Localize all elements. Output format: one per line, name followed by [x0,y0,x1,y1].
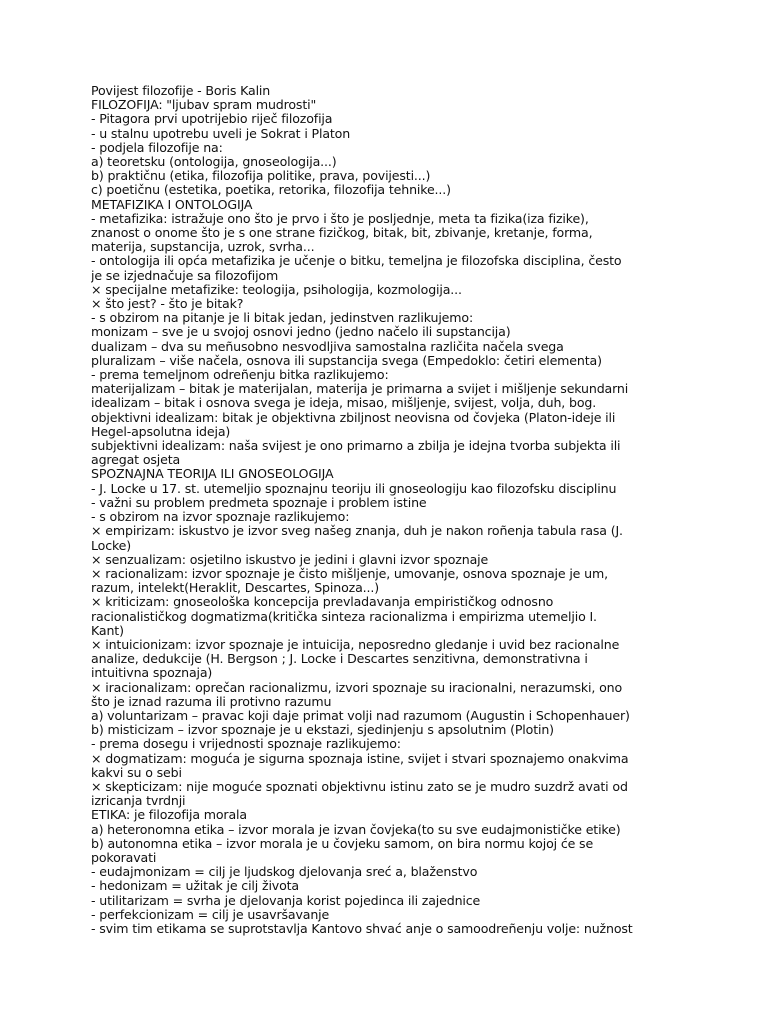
text-line: × kriticizam: gnoseološka koncepcija prevladavanja empirističkog odnosno [91,595,554,610]
text-line: × intuicionizam: izvor spoznaje je intuicija, neposredno gledanje i uvid bez racionalne [91,637,620,652]
text-line: - u stalnu upotrebu uveli je Sokrat i Platon [91,126,351,141]
text-line: - ontologija ili opća metafizika je učenje o bitku, temeljna je filozofska disciplina, često [91,254,622,269]
section-heading-filozofija: FILOZOFIJA: "ljubav spram mudrosti" [91,98,317,113]
text-line: pluralizam – više načela, osnova ili supstancija svega (Empedoklo: četiri elementa) [91,353,602,368]
text-line: - metafizika: istražuje ono što je prvo i što je posljednje, meta ta fizika(iza fizike), [91,211,589,226]
text-line: razum, intelekt(Heraklit, Descartes, Spinoza...) [91,581,379,596]
section-heading-metafizika: METAFIZIKA I ONTOLOGIJA [91,197,253,212]
text-line: b) misticizam – izvor spoznaje je u ekstazi, sjedinjenju s apsolutnim (Plotin) [91,723,554,738]
text-line: × specijalne metafizike: teologija, psihologija, kozmologija... [91,282,462,297]
text-line: - važni su problem predmeta spoznaje i problem istine [91,495,427,510]
text-line: - utilitarizam = svrha je djelovanja korist pojedinca ili zajednice [91,893,481,908]
text-line: - hedonizam = užitak je cilj života [91,879,300,894]
text-line: kakvi su o sebi [91,765,182,780]
text-line: c) poetičnu (estetika, poetika, retorika, filozofija tehnike...) [91,183,451,198]
text-line: a) voluntarizam – pravac koji daje primat volji nad razumom (Augustin i Schopenhauer) [91,708,630,723]
section-heading-spoznajna-teorija: SPOZNAJNA TEORIJA ILI GNOSEOLOGIJA [91,467,334,482]
text-line: materijalizam – bitak je materijalan, materija je primarna a svijet i mišljenje sekundarni [91,382,629,397]
text-line: agregat osjeta [91,453,181,468]
text-line: izricanja tvrdnji [91,794,186,809]
document-text [91,84,681,936]
text-line: - podjela filozofije na: [91,140,223,155]
text-line: Hegel-apsolutna ideja) [91,424,231,439]
text-line: - Pitagora prvi upotrijebio riječ filozofija [91,112,333,127]
text-line: materija, supstancija, uzrok, svrha... [91,240,315,255]
text-line: b) autonomna etika – izvor morala je u čovjeku samom, on bira normu kojoj će se [91,836,594,851]
text-line: × dogmatizam: moguća je sigurna spoznaja istine, svijet i stvari spoznajemo onakvima [91,751,629,766]
text-line: pokoravati [91,850,157,865]
text-line: - eudajmonizam = cilj je ljudskog djelovanja sreć a, blaženstvo [91,865,478,880]
document-title: Povijest filozofije - Boris Kalin [91,84,271,98]
text-line: Locke) [91,538,132,553]
text-line: dualizam – dva su meñusobno nesvodljiva samostalna različita načela svega [91,339,564,354]
text-line: intuitivna spoznaja) [91,666,213,681]
text-line: a) heteronomna etika – izvor morala je izvan čovjeka(to su sve eudajmonističke etike) [91,822,621,837]
text-line: - prema dosegu i vrijednosti spoznaje razlikujemo: [91,737,401,752]
text-line: × što jest? - što je bitak? [91,297,244,312]
text-line: a) teoretsku (ontologija, gnoseologija...) [91,155,337,170]
text-line: monizam – sve je u svojoj osnovi jedno (jedno načelo ili supstancija) [91,325,511,340]
text-line: - prema temeljnom odreñenju bitka razlikujemo: [91,368,389,383]
text-line: što je iznad razuma ili protivno razumu [91,694,332,709]
text-line: je se izjednačuje sa filozofijom [91,268,279,283]
text-line: racionalističkog dogmatizma(kritička sinteza racionalizma i empirizma utemeljio I. [91,609,597,624]
text-line: analize, dedukcije (H. Bergson ; J. Locke i Descartes senzitivna, demonstrativna i [91,652,588,667]
text-line: b) praktičnu (etika, filozofija politike, prava, povijesti...) [91,169,431,184]
text-line: - J. Locke u 17. st. utemeljio spoznajnu teoriju ili gnoseologiju kao filozofsku disciplinu [91,481,617,496]
text-line: objektivni idealizam: bitak je objektivna zbiljnost neovisna od čovjeka (Platon-ideje ili [91,410,616,425]
text-line: - s obzirom na izvor spoznaje razlikujemo: [91,510,350,525]
text-line: idealizam – bitak i osnova svega je ideja, misao, mišljenje, svijest, volja, duh, bog. [91,396,597,411]
text-line: × empirizam: iskustvo je izvor sveg našeg znanja, duh je nakon roñenja tabula rasa (J. [91,524,623,539]
text-line: - perfekcionizam = cilj je usavršavanje [91,907,330,922]
text-line: × iracionalizam: oprečan racionalizmu, izvori spoznaje su iracionalni, nerazumski, ono [91,680,623,695]
text-line: Kant) [91,623,124,638]
text-line: - s obzirom na pitanje je li bitak jedan, jedinstven razlikujemo: [91,311,474,326]
text-line: subjektivni idealizam: naša svijest je ono primarno a zbilja je idejna tvorba subjekta ili [91,439,621,454]
text-line: - svim tim etikama se suprotstavlja Kantovo shvać anje o samoodreñenju volje: nužnost [91,921,633,936]
text-line: znanost o onome što je s one strane fizičkog, bitak, bit, zbivanje, kretanje, forma, [91,226,593,241]
text-line: × senzualizam: osjetilno iskustvo je jedini i glavni izvor spoznaje [91,552,489,567]
section-heading-etika: ETIKA: je filozofija morala [91,808,247,823]
text-line: × racionalizam: izvor spoznaje je čisto mišljenje, umovanje, osnova spoznaje je um, [91,566,608,581]
text-line: × skepticizam: nije moguće spoznati objektivnu istinu zato se je mudro suzdrž avati od [91,779,628,794]
